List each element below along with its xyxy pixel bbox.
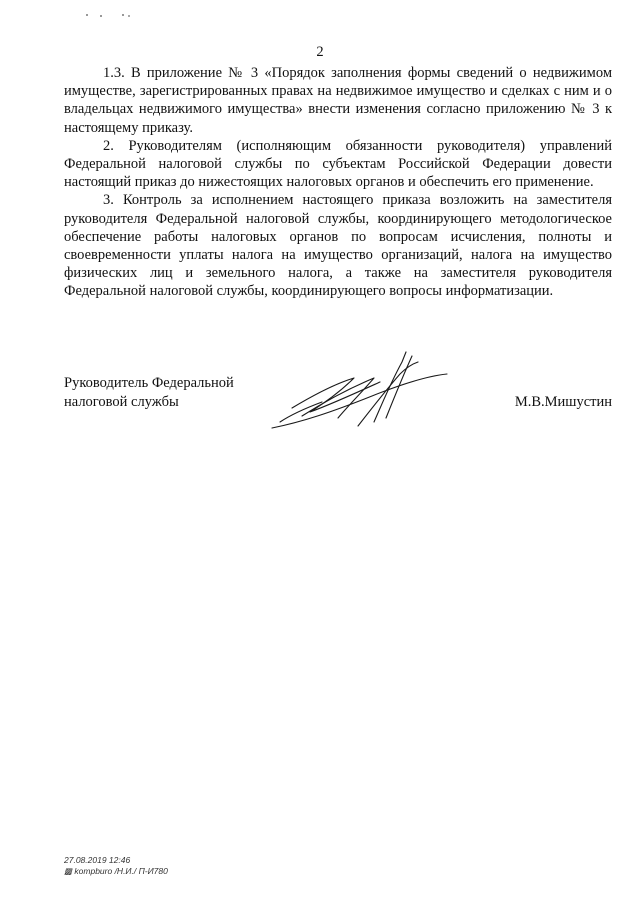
signatory-title-line-2: налоговой службы (64, 394, 179, 410)
paragraph-1-3: 1.3. В приложение № 3 «Порядок заполнения формы сведений о недвижимом имуществе, зарегистрированных правах на недвижимое имущество и сделках с ним и о владельцах недвижимого имущества» внести изменения согласно приложению № 3 к настоящему приказу. (64, 65, 612, 136)
signatory-title-line-1: Руководитель Федеральной (64, 375, 234, 391)
document-icon: ▩ (64, 866, 73, 876)
footer-file-info: kompburo /Н.И./ П-И780 (74, 866, 168, 876)
footer (64, 855, 168, 877)
paragraph-2: 2. Руководителям (исполняющим обязанности руководителя) управлений Федеральной налоговой службы по субъектам Российской Федерации довести настоящий приказ до нижестоящих налоговых органов и обеспечить его применение. (64, 137, 612, 191)
document-body (64, 64, 612, 301)
paragraph-3: 3. Контроль за исполнением настоящего приказа возложить на заместителя руководителя Федеральной налоговой службы, координирующего методологическое обеспечение работы налоговых органов по вопросам исчисления, полноты и своевременности уплаты налога на имущество организаций, налога на имущество физических лиц и земельного налога, а также на заместителя руководителя Федеральной налоговой службы, координирующего вопросы информатизации. (64, 192, 612, 300)
footer-date: 27.08.2019 12:46 (64, 855, 131, 865)
scan-marks (0, 10, 640, 22)
signatory-name: М.В.Мишустин (514, 394, 612, 410)
handwritten-signature (262, 348, 452, 432)
footer-file-line (64, 866, 168, 877)
page-number: 2 (316, 44, 324, 60)
signatory-title (64, 374, 234, 412)
